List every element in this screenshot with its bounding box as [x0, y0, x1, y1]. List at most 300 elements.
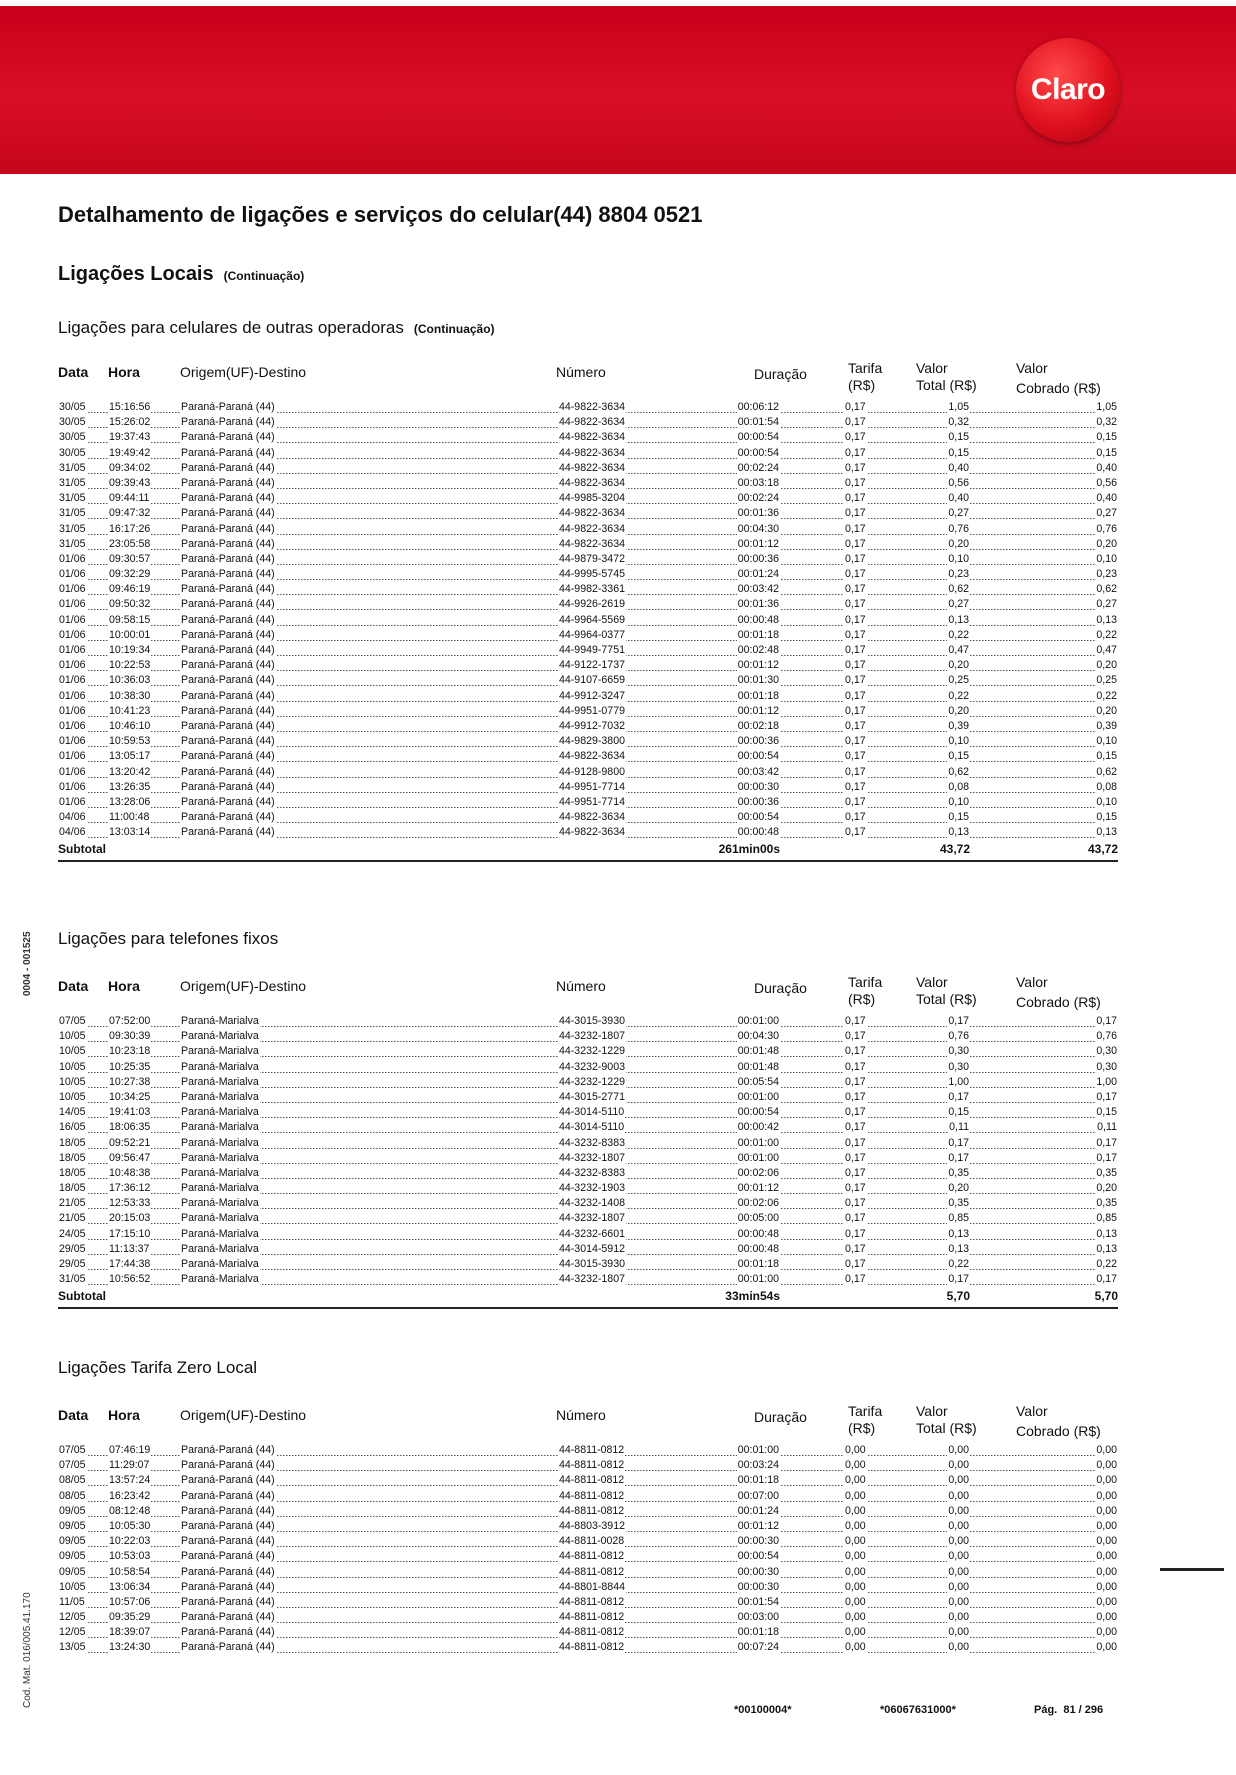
- time-cell: 09:46:19: [109, 583, 151, 596]
- date-cell: 29/05: [59, 1258, 86, 1270]
- number-cell: 44-9879-3472: [559, 552, 625, 565]
- number-cell: 44-3232-1807: [559, 1212, 625, 1225]
- duration-cell: 00:02:48: [737, 644, 779, 656]
- duration-cell: 00:01:54: [737, 416, 779, 429]
- date-cell: 14/05: [59, 1106, 86, 1119]
- time-cell: 13:57:24: [109, 1474, 151, 1487]
- time-cell: 13:24:30: [109, 1641, 151, 1654]
- charged-cell: 1,00: [1096, 1075, 1117, 1088]
- number-cell: 44-9964-5569: [559, 613, 625, 626]
- date-cell: 01/06: [59, 750, 86, 763]
- total-cell: 0,62: [948, 765, 969, 778]
- section-title-text: Ligações Locais: [58, 263, 214, 285]
- table-row: [58, 1549, 1118, 1564]
- date-cell: 31/05: [59, 507, 86, 520]
- table-row: [58, 1257, 1118, 1272]
- total-cell: 0,23: [948, 568, 969, 581]
- origin-cell: Paraná-Paraná (44): [181, 507, 275, 520]
- table-row: [58, 1136, 1118, 1151]
- table-row: [58, 1443, 1118, 1458]
- rate-cell: 0,17: [845, 461, 866, 474]
- origin-cell: Paraná-Paraná (44): [181, 735, 275, 748]
- table-row: [58, 1014, 1118, 1029]
- number-cell: 44-8801-8844: [559, 1580, 625, 1593]
- table-row: [58, 567, 1118, 582]
- col-origem: Origem(UF)-Destino: [180, 1407, 307, 1423]
- col-cobrado: Cobrado (R$): [1016, 994, 1101, 1010]
- total-cell: 0,35: [948, 1197, 969, 1210]
- col-cobrado: Cobrado (R$): [1016, 380, 1101, 396]
- date-cell: 21/05: [59, 1197, 86, 1210]
- col-duracao: Duração: [754, 1409, 807, 1425]
- table-row: [58, 1458, 1118, 1473]
- duration-cell: 00:01:00: [737, 1015, 779, 1027]
- time-cell: 19:37:43: [109, 431, 151, 444]
- number-cell: 44-8811-0812: [559, 1489, 625, 1502]
- col-total: Total (R$): [916, 991, 977, 1007]
- time-cell: 13:05:17: [109, 750, 151, 763]
- duration-cell: 00:04:30: [737, 522, 779, 535]
- number-cell: 44-8811-0812: [559, 1626, 625, 1639]
- origin-cell: Paraná-Paraná (44): [181, 446, 275, 459]
- rate-cell: 0,17: [845, 750, 866, 763]
- total-cell: 0,00: [948, 1565, 969, 1578]
- total-cell: 0,10: [948, 795, 969, 808]
- rate-cell: 0,17: [845, 1197, 866, 1210]
- origin-cell: Paraná-Marialva: [181, 1227, 259, 1240]
- date-cell: 09/05: [59, 1519, 86, 1532]
- origin-cell: Paraná-Marialva: [181, 1045, 259, 1058]
- table-row: [58, 1196, 1118, 1211]
- table-row: [58, 795, 1118, 810]
- table-row: [58, 522, 1118, 537]
- time-cell: 11:13:37: [109, 1242, 150, 1255]
- col-total: Total (R$): [916, 1420, 977, 1436]
- table-row: [58, 430, 1118, 445]
- total-cell: 0,15: [948, 431, 969, 444]
- origin-cell: Paraná-Paraná (44): [181, 537, 275, 550]
- origin-cell: Paraná-Paraná (44): [181, 674, 275, 687]
- charged-cell: 0,13: [1096, 1242, 1117, 1255]
- total-cell: 1,00: [948, 1075, 969, 1088]
- origin-cell: Paraná-Marialva: [181, 1273, 259, 1286]
- page-total: 296: [1084, 1704, 1104, 1716]
- duration-cell: 00:00:36: [737, 552, 779, 565]
- section-title: [58, 263, 304, 286]
- time-cell: 10:34:25: [109, 1090, 151, 1103]
- date-cell: 10/05: [59, 1090, 86, 1103]
- table-row: [58, 1625, 1118, 1640]
- side-code-top: 0004 - 001525: [22, 931, 33, 996]
- duration-cell: 00:00:36: [737, 735, 779, 748]
- duration-cell: 00:03:00: [737, 1611, 779, 1624]
- origin-cell: Paraná-Paraná (44): [181, 461, 275, 474]
- col-tarifa-unit: (R$): [848, 377, 876, 393]
- date-cell: 13/05: [59, 1641, 86, 1654]
- duration-cell: 00:00:48: [737, 613, 779, 626]
- section-continuation: (Continuação): [223, 269, 305, 283]
- time-cell: 09:47:32: [109, 507, 151, 520]
- date-cell: 01/06: [59, 568, 86, 581]
- number-cell: 44-8811-0812: [559, 1504, 625, 1517]
- time-cell: 09:34:02: [109, 461, 151, 474]
- charged-cell: 0,35: [1096, 1197, 1117, 1210]
- rate-cell: 0,00: [845, 1626, 866, 1639]
- number-cell: 44-3232-8383: [559, 1166, 625, 1179]
- charged-cell: 0,22: [1096, 628, 1117, 641]
- time-cell: 10:57:06: [109, 1595, 151, 1608]
- col-duracao: Duração: [754, 980, 807, 996]
- total-cell: 0,00: [948, 1626, 969, 1639]
- rate-cell: 0,17: [845, 674, 866, 687]
- origin-cell: Paraná-Marialva: [181, 1182, 259, 1195]
- duration-cell: 00:01:00: [737, 1444, 779, 1456]
- origin-cell: Paraná-Paraná (44): [181, 719, 275, 732]
- time-cell: 10:22:03: [109, 1535, 151, 1548]
- claro-logo: [1016, 38, 1120, 142]
- date-cell: 10/05: [59, 1030, 86, 1043]
- duration-cell: 00:02:24: [737, 492, 779, 505]
- footer-code-1: *00100004*: [734, 1704, 792, 1716]
- duration-cell: 00:00:54: [737, 750, 779, 763]
- origin-cell: Paraná-Paraná (44): [181, 1459, 275, 1472]
- table-row: [58, 1610, 1118, 1625]
- time-cell: 10:46:10: [109, 719, 151, 732]
- duration-cell: 00:00:48: [737, 826, 779, 839]
- charged-cell: 0,47: [1096, 644, 1117, 656]
- date-cell: 01/06: [59, 552, 86, 565]
- rate-cell: 0,00: [845, 1595, 866, 1608]
- date-cell: 10/05: [59, 1075, 86, 1088]
- total-cell: 0,00: [948, 1535, 969, 1548]
- rate-cell: 0,17: [845, 765, 866, 778]
- date-cell: 01/06: [59, 765, 86, 778]
- origin-cell: Paraná-Paraná (44): [181, 811, 275, 824]
- date-cell: 01/06: [59, 628, 86, 641]
- table-row: [58, 1534, 1118, 1549]
- rate-cell: 0,17: [845, 613, 866, 626]
- charged-cell: 0,00: [1096, 1595, 1117, 1608]
- duration-cell: 00:01:36: [737, 507, 779, 520]
- charged-cell: 0,17: [1096, 1015, 1117, 1027]
- table-row: [58, 1211, 1118, 1226]
- total-cell: 0,20: [948, 1182, 969, 1195]
- date-cell: 31/05: [59, 461, 86, 474]
- origin-cell: Paraná-Paraná (44): [181, 689, 275, 702]
- table-row: [58, 582, 1118, 597]
- subtotal-duration: 33min54s: [725, 1289, 780, 1304]
- origin-cell: Paraná-Paraná (44): [181, 765, 275, 778]
- rate-cell: 0,17: [845, 537, 866, 550]
- table-continuation: (Continuação): [413, 322, 495, 336]
- total-cell: 0,15: [948, 1106, 969, 1119]
- table-row: [58, 765, 1118, 780]
- total-cell: 0,85: [948, 1212, 969, 1225]
- number-cell: 44-3232-1807: [559, 1151, 625, 1164]
- date-cell: 31/05: [59, 522, 86, 535]
- page-title: Detalhamento de ligações e serviços do celular(44) 8804 0521: [58, 202, 703, 227]
- time-cell: 13:28:06: [109, 795, 151, 808]
- number-cell: 44-9951-7714: [559, 795, 625, 808]
- total-cell: 0,13: [948, 1242, 969, 1255]
- table-row: [58, 1044, 1118, 1059]
- charged-cell: 0,10: [1096, 795, 1117, 808]
- total-cell: 0,30: [948, 1060, 969, 1073]
- number-cell: 44-3232-9003: [559, 1060, 625, 1073]
- col-numero: Número: [556, 978, 606, 994]
- total-cell: 0,56: [948, 476, 969, 489]
- total-cell: 0,00: [948, 1550, 969, 1563]
- charged-cell: 0,76: [1096, 1030, 1117, 1043]
- origin-cell: Paraná-Paraná (44): [181, 659, 275, 672]
- origin-cell: Paraná-Paraná (44): [181, 1504, 275, 1517]
- date-cell: 01/06: [59, 613, 86, 626]
- time-cell: 10:53:03: [109, 1550, 151, 1563]
- date-cell: 11/05: [59, 1595, 85, 1608]
- rate-cell: 0,00: [845, 1641, 866, 1654]
- origin-cell: Paraná-Paraná (44): [181, 568, 275, 581]
- rate-cell: 0,17: [845, 1227, 866, 1240]
- duration-cell: 00:05:00: [737, 1212, 779, 1225]
- table-rows: [58, 1014, 1118, 1287]
- number-cell: 44-9122-1737: [559, 659, 625, 672]
- origin-cell: Paraná-Paraná (44): [181, 1550, 275, 1563]
- origin-cell: Paraná-Marialva: [181, 1106, 259, 1119]
- total-cell: 0,00: [948, 1459, 969, 1472]
- rate-cell: 0,17: [845, 1106, 866, 1119]
- charged-cell: 0,27: [1096, 507, 1117, 520]
- rate-cell: 0,00: [845, 1565, 866, 1578]
- rate-cell: 0,17: [845, 1121, 866, 1134]
- duration-cell: 00:00:30: [737, 1580, 779, 1593]
- charged-cell: 0,56: [1096, 476, 1117, 489]
- duration-cell: 00:00:54: [737, 811, 779, 824]
- date-cell: 31/05: [59, 537, 86, 550]
- rate-cell: 0,00: [845, 1474, 866, 1487]
- duration-cell: 00:00:54: [737, 431, 779, 444]
- total-cell: 0,11: [949, 1121, 969, 1134]
- total-cell: 0,00: [948, 1580, 969, 1593]
- time-cell: 18:06:35: [109, 1121, 151, 1134]
- total-cell: 0,40: [948, 492, 969, 505]
- charged-cell: 0,10: [1096, 735, 1117, 748]
- total-cell: 0,20: [948, 659, 969, 672]
- duration-cell: 00:01:12: [737, 704, 779, 717]
- subtotal-charged: 43,72: [1087, 842, 1118, 857]
- origin-cell: Paraná-Marialva: [181, 1166, 259, 1179]
- table-title-celulares: [58, 318, 495, 338]
- number-cell: 44-9982-3361: [559, 583, 625, 596]
- rate-cell: 0,17: [845, 1273, 866, 1286]
- total-cell: 0,15: [948, 750, 969, 763]
- origin-cell: Paraná-Paraná (44): [181, 795, 275, 808]
- time-cell: 10:00:01: [109, 628, 151, 641]
- origin-cell: Paraná-Paraná (44): [181, 644, 275, 656]
- table-row: [58, 1272, 1118, 1287]
- time-cell: 09:30:39: [109, 1030, 151, 1043]
- date-cell: 18/05: [59, 1136, 86, 1149]
- table-tarifa-zero: [58, 1403, 1118, 1656]
- rate-cell: 0,00: [845, 1580, 866, 1593]
- time-cell: 09:39:43: [109, 476, 151, 489]
- origin-cell: Paraná-Marialva: [181, 1090, 259, 1103]
- number-cell: 44-9822-3634: [559, 507, 625, 520]
- duration-cell: 00:07:24: [737, 1641, 779, 1654]
- total-cell: 0,00: [948, 1504, 969, 1517]
- number-cell: 44-9951-7714: [559, 780, 625, 793]
- date-cell: 16/05: [59, 1121, 86, 1134]
- duration-cell: 00:02:18: [737, 719, 779, 732]
- col-hora: Hora: [108, 1407, 140, 1423]
- duration-cell: 00:03:42: [737, 765, 779, 778]
- time-cell: 16:17:26: [109, 522, 151, 535]
- origin-cell: Paraná-Paraná (44): [181, 1641, 275, 1654]
- date-cell: 01/06: [59, 704, 86, 717]
- charged-cell: 0,20: [1096, 704, 1117, 717]
- total-cell: 0,15: [948, 446, 969, 459]
- table-row: [58, 1166, 1118, 1181]
- table-row: [58, 1580, 1118, 1595]
- total-cell: 0,00: [948, 1611, 969, 1624]
- rate-cell: 0,17: [845, 476, 866, 489]
- duration-cell: 00:01:12: [737, 1182, 779, 1195]
- time-cell: 10:19:34: [109, 644, 151, 656]
- rate-cell: 0,17: [845, 1258, 866, 1270]
- origin-cell: Paraná-Marialva: [181, 1197, 259, 1210]
- number-cell: 44-8811-0812: [559, 1611, 625, 1624]
- charged-cell: 0,40: [1096, 492, 1117, 505]
- total-cell: 0,17: [948, 1136, 969, 1149]
- table-row: [58, 461, 1118, 476]
- side-code-bottom: Cod. Mat. 016/005.41.170: [22, 1592, 33, 1708]
- charged-cell: 0,22: [1096, 689, 1117, 702]
- total-cell: 0,13: [948, 613, 969, 626]
- rate-cell: 0,17: [845, 416, 866, 429]
- charged-cell: 0,40: [1096, 461, 1117, 474]
- time-cell: 20:15:03: [109, 1212, 151, 1225]
- table-row: [58, 719, 1118, 734]
- charged-cell: 0,20: [1096, 537, 1117, 550]
- col-data: Data: [58, 364, 89, 380]
- col-valor-cobrado: Valor: [1016, 974, 1048, 990]
- date-cell: 12/05: [59, 1626, 86, 1639]
- table-row: [58, 1504, 1118, 1519]
- number-cell: 44-9995-5745: [559, 568, 625, 581]
- table-row: [58, 1029, 1118, 1044]
- table-row: [58, 1565, 1118, 1580]
- table-row: [58, 597, 1118, 612]
- rate-cell: 0,17: [845, 1015, 866, 1027]
- duration-cell: 00:01:24: [737, 568, 779, 581]
- charged-cell: 0,00: [1096, 1580, 1117, 1593]
- date-cell: 01/06: [59, 644, 86, 656]
- origin-cell: Paraná-Paraná (44): [181, 583, 275, 596]
- time-cell: 17:15:10: [109, 1227, 151, 1240]
- time-cell: 10:59:53: [109, 735, 151, 748]
- table-row: [58, 628, 1118, 643]
- col-valor-total: Valor: [916, 974, 948, 990]
- time-cell: 19:49:42: [109, 446, 151, 459]
- number-cell: 44-3232-1807: [559, 1273, 625, 1286]
- rate-cell: 0,17: [845, 644, 866, 656]
- origin-cell: Paraná-Paraná (44): [181, 1535, 275, 1548]
- origin-cell: Paraná-Paraná (44): [181, 1565, 275, 1578]
- table-row: [58, 476, 1118, 491]
- table-row: [58, 1151, 1118, 1166]
- date-cell: 30/05: [59, 431, 86, 444]
- number-cell: 44-3232-1229: [559, 1075, 625, 1088]
- total-cell: 0,00: [948, 1474, 969, 1487]
- table-row: [58, 491, 1118, 506]
- time-cell: 13:20:42: [109, 765, 151, 778]
- rate-cell: 0,00: [845, 1444, 866, 1456]
- origin-cell: Paraná-Paraná (44): [181, 750, 275, 763]
- table-row: [58, 1060, 1118, 1075]
- rate-cell: 0,17: [845, 552, 866, 565]
- date-cell: 01/06: [59, 719, 86, 732]
- col-valor-total: Valor: [916, 1403, 948, 1419]
- charged-cell: 0,15: [1096, 446, 1117, 459]
- table-row: [58, 734, 1118, 749]
- charged-cell: 0,13: [1096, 826, 1117, 839]
- rate-cell: 0,17: [845, 704, 866, 717]
- date-cell: 24/05: [59, 1227, 86, 1240]
- duration-cell: 00:01:18: [737, 628, 779, 641]
- charged-cell: 0,13: [1096, 1227, 1117, 1240]
- duration-cell: 00:01:54: [737, 1595, 779, 1608]
- footer-page: [1034, 1704, 1103, 1716]
- origin-cell: Paraná-Marialva: [181, 1212, 259, 1225]
- number-cell: 44-3232-6601: [559, 1227, 625, 1240]
- rate-cell: 0,17: [845, 492, 866, 505]
- date-cell: 01/06: [59, 659, 86, 672]
- time-cell: 15:26:02: [109, 416, 151, 429]
- total-cell: 0,00: [948, 1641, 969, 1654]
- table-row: [58, 1519, 1118, 1534]
- number-cell: 44-9829-3800: [559, 735, 625, 748]
- charged-cell: 0,35: [1096, 1166, 1117, 1179]
- time-cell: 09:52:21: [109, 1136, 151, 1149]
- total-cell: 0,17: [948, 1015, 969, 1027]
- charged-cell: 0,62: [1096, 765, 1117, 778]
- rate-cell: 0,17: [845, 780, 866, 793]
- col-origem: Origem(UF)-Destino: [180, 364, 307, 380]
- number-cell: 44-9128-9800: [559, 765, 625, 778]
- charged-cell: 0,23: [1096, 568, 1117, 581]
- date-cell: 01/06: [59, 780, 86, 793]
- table-row: [58, 1075, 1118, 1090]
- table-row: [58, 400, 1118, 415]
- origin-cell: Paraná-Paraná (44): [181, 492, 275, 505]
- origin-cell: Paraná-Paraná (44): [181, 431, 275, 444]
- duration-cell: 00:01:18: [737, 689, 779, 702]
- total-cell: 0,20: [948, 537, 969, 550]
- origin-cell: Paraná-Paraná (44): [181, 598, 275, 611]
- number-cell: 44-3014-5110: [559, 1106, 625, 1119]
- logo-text: Claro: [1030, 73, 1106, 106]
- duration-cell: 00:06:12: [737, 401, 779, 413]
- total-cell: 0,17: [948, 1273, 969, 1286]
- number-cell: 44-9822-3634: [559, 461, 625, 474]
- origin-cell: Paraná-Marialva: [181, 1030, 259, 1043]
- table-row: [58, 1105, 1118, 1120]
- col-valor-total: Valor: [916, 360, 948, 376]
- date-cell: 30/05: [59, 446, 86, 459]
- origin-cell: Paraná-Marialva: [181, 1136, 259, 1149]
- total-cell: 0,00: [948, 1595, 969, 1608]
- charged-cell: 0,17: [1096, 1273, 1117, 1286]
- total-cell: 0,35: [948, 1166, 969, 1179]
